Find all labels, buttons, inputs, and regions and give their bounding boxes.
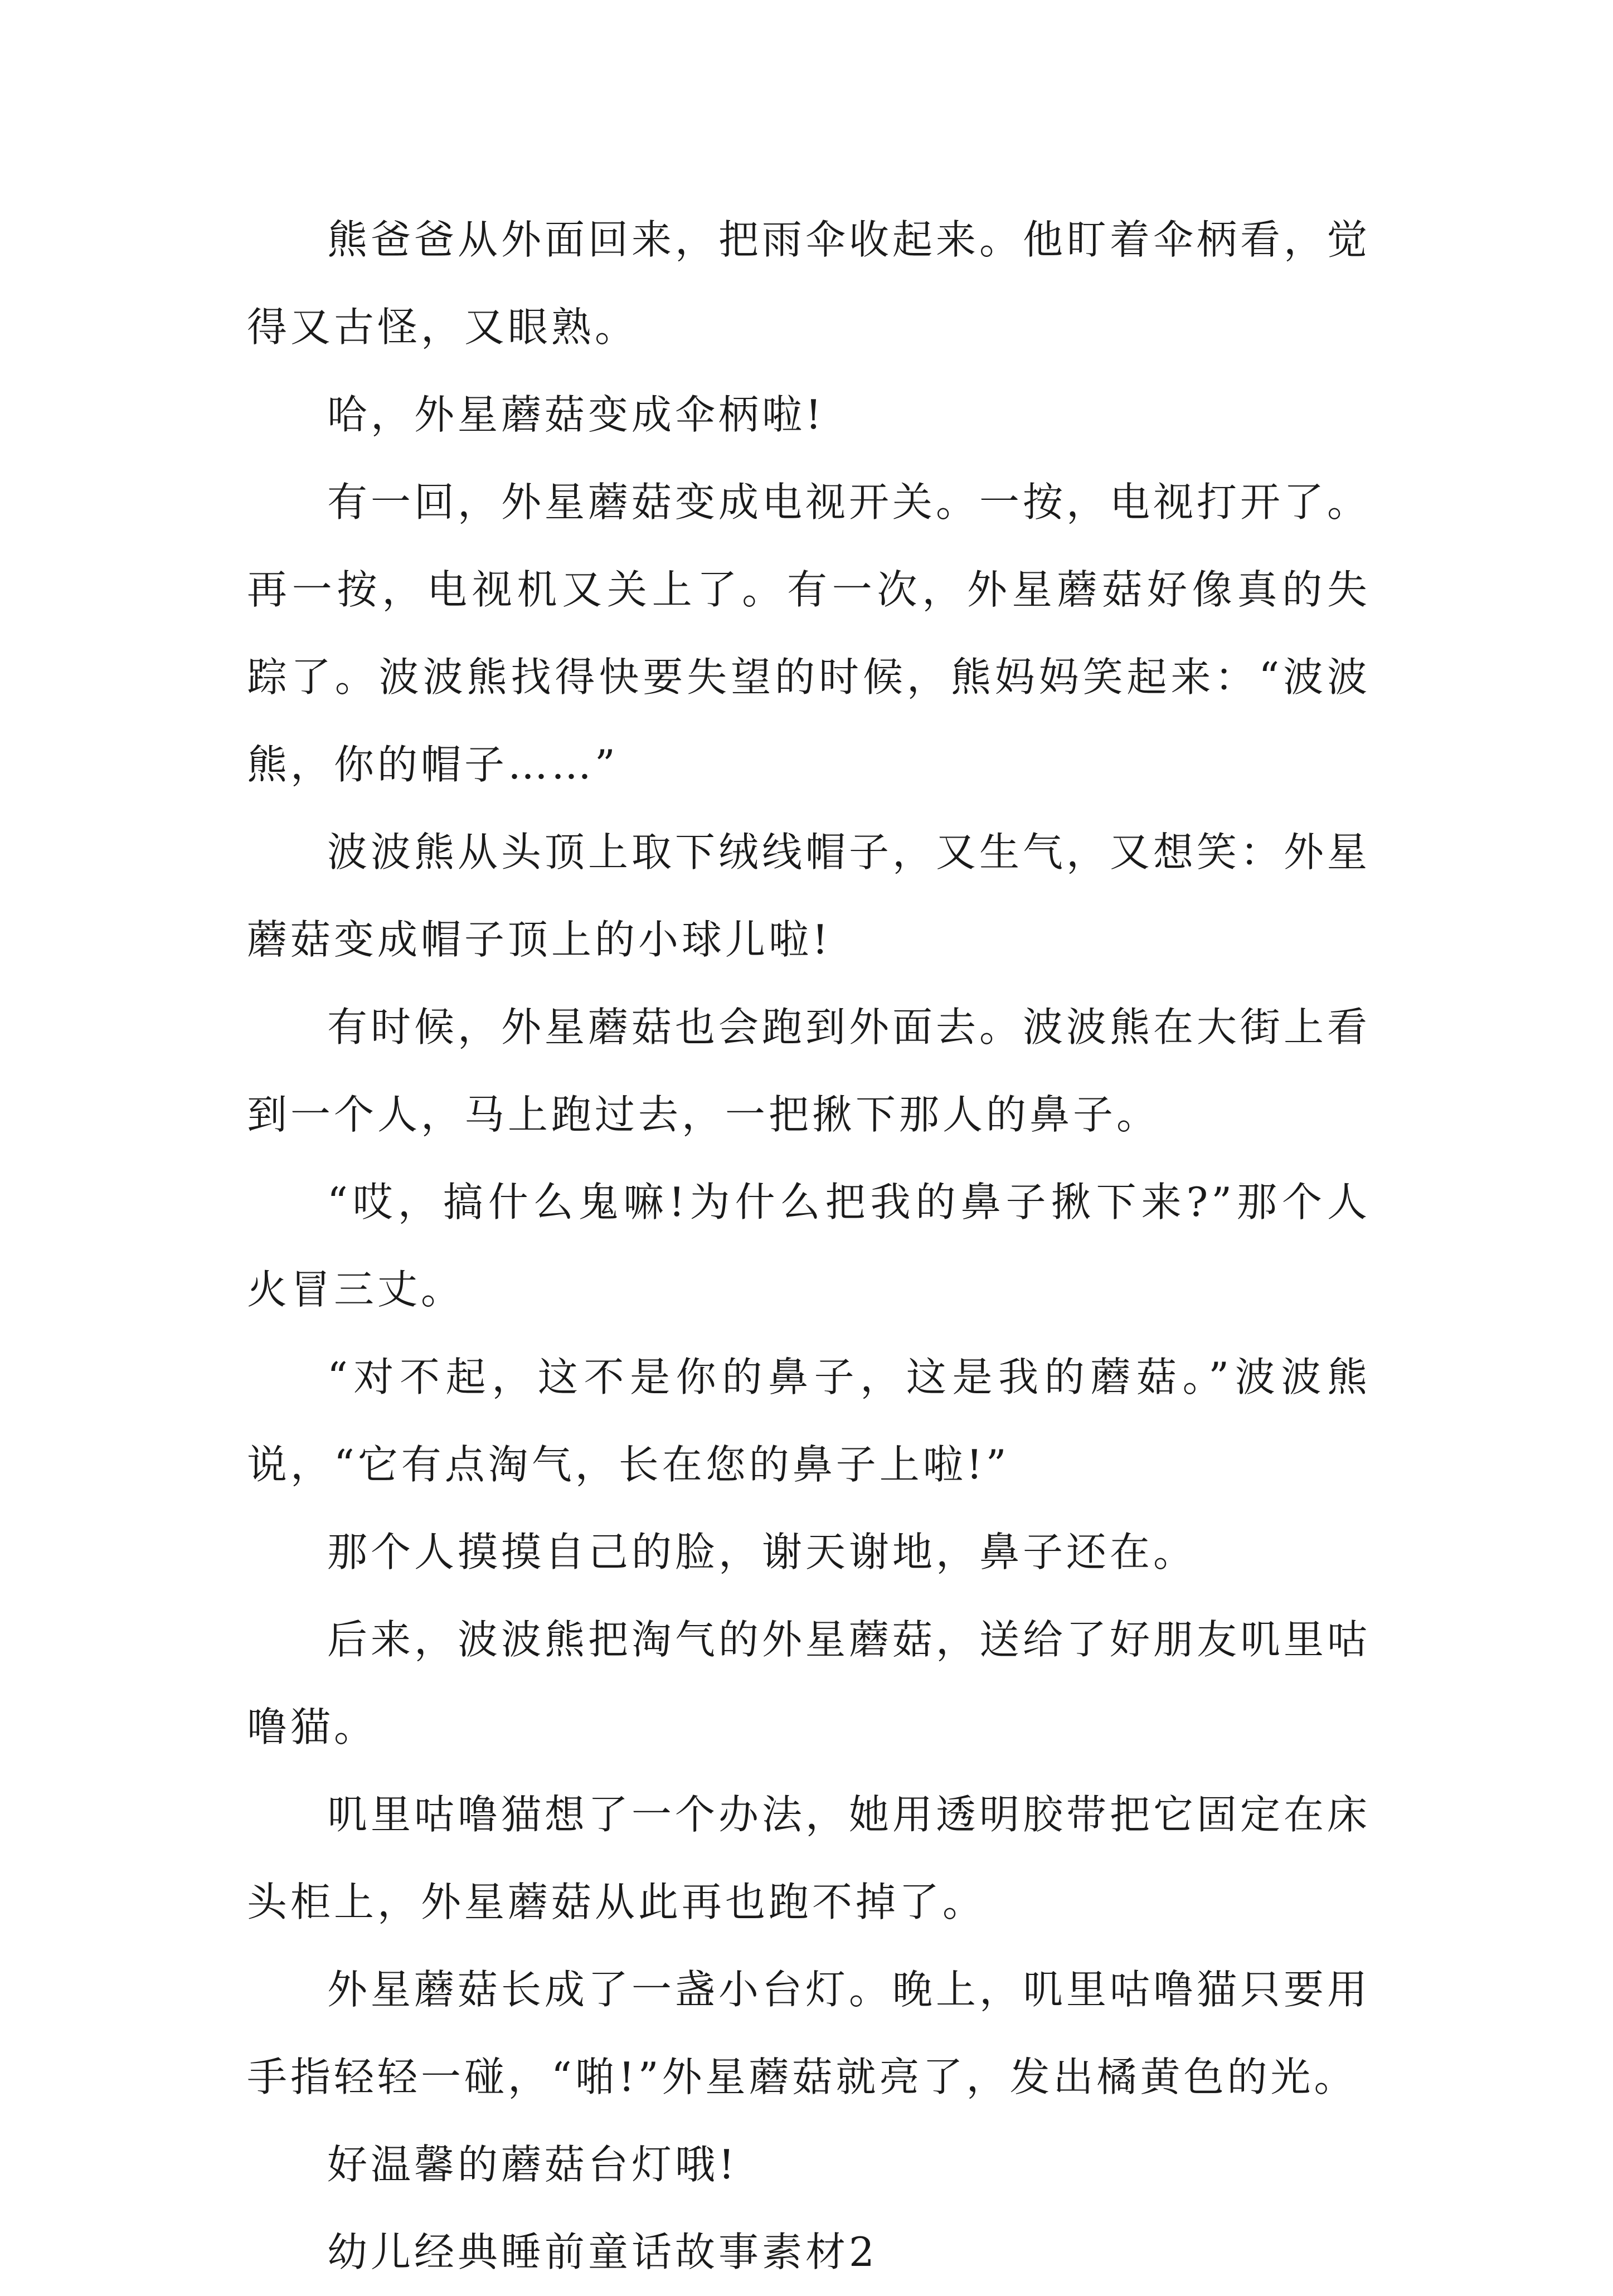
paragraph: 好温馨的蘑菇台灯哦! — [327, 2141, 738, 2188]
paragraph: 有一回，外星蘑菇变成电视开关。一按，电视打开了。再一按，电视机又关上了。有一次，外星蘑菇好像真的失踪了。波波熊找得快要失望的时候，熊妈妈笑起来：“波波熊，你的帽子……” — [247, 479, 1371, 788]
document-body — [247, 196, 1371, 2296]
paragraph: 哈，外星蘑菇变成伞柄啦! — [327, 391, 825, 438]
paragraph: 熊爸爸从外面回来，把雨伞收起来。他盯着伞柄看，觉得又古怪，又眼熟。 — [247, 216, 1371, 351]
paragraph: “哎，搞什么鬼嘛!为什么把我的鼻子揪下来?”那个人火冒三丈。 — [247, 1179, 1371, 1313]
paragraph: 外星蘑菇长成了一盏小台灯。晚上，叽里咕噜猫只要用手指轻轻一碰，“啪!”外星蘑菇就亮了，发出橘黄色的光。 — [247, 1966, 1371, 2100]
paragraph: 波波熊从头顶上取下绒线帽子，又生气，又想笑：外星蘑菇变成帽子顶上的小球儿啦! — [247, 829, 1371, 963]
paragraph: “对不起，这不是你的鼻子，这是我的蘑菇。”波波熊说，“它有点淘气，长在您的鼻子上啦!” — [247, 1354, 1371, 1488]
paragraph: 叽里咕噜猫想了一个办法，她用透明胶带把它固定在床头柜上，外星蘑菇从此再也跑不掉了。 — [247, 1791, 1371, 1925]
section-heading: 幼儿经典睡前童话故事素材2 — [327, 2229, 878, 2275]
paragraph: 那个人摸摸自己的脸，谢天谢地，鼻子还在。 — [327, 1529, 1197, 1575]
paragraph: 后来，波波熊把淘气的外星蘑菇，送给了好朋友叽里咕噜猫。 — [247, 1616, 1371, 1750]
paragraph: 有时候，外星蘑菇也会跑到外面去。波波熊在大街上看到一个人，马上跑过去，一把揪下那人的鼻子。 — [247, 1004, 1371, 1138]
